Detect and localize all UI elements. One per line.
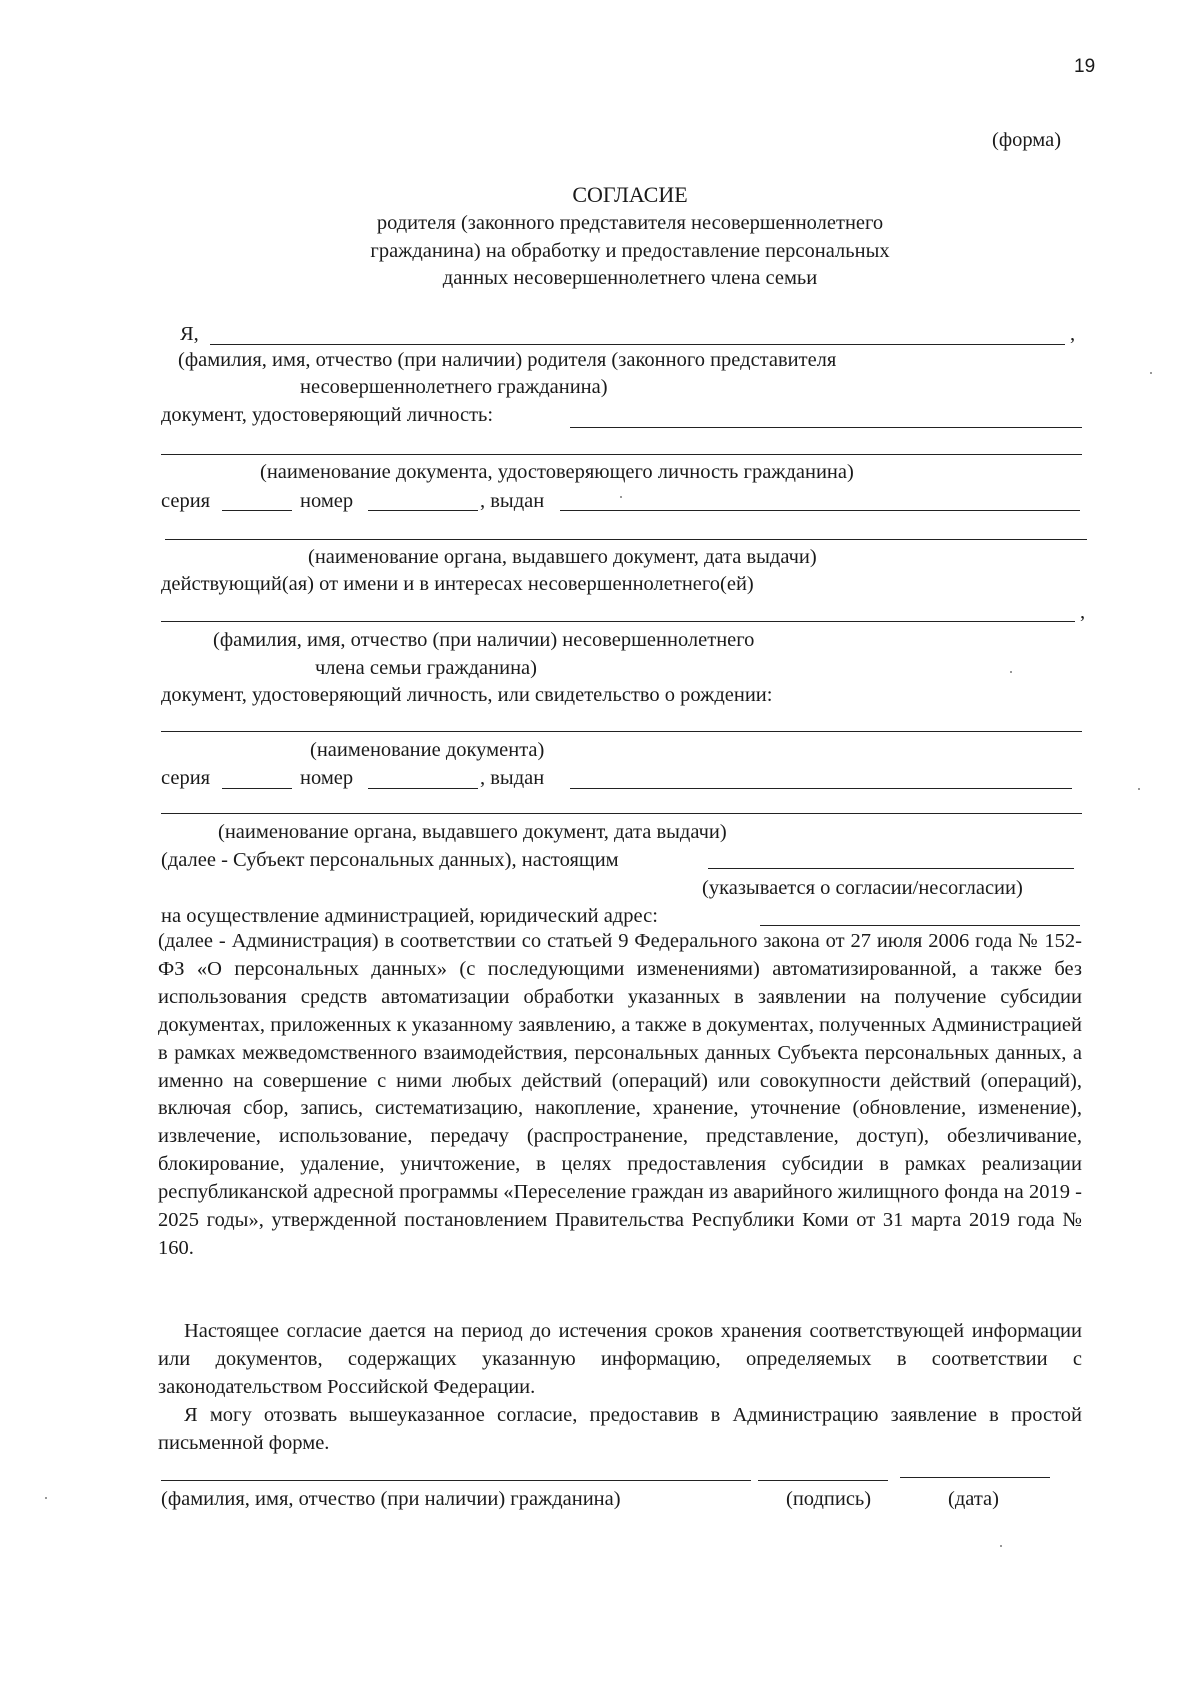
parent-name-field[interactable] (210, 344, 1065, 345)
child-number-field[interactable] (368, 788, 478, 789)
child-doc-label: документ, удостоверяющий личность, или свидетельство о рождении: (161, 684, 773, 706)
child-name-field[interactable] (161, 621, 1075, 622)
id-doc-field-2[interactable] (161, 454, 1082, 455)
date-field[interactable] (900, 1477, 1050, 1478)
series-label: серия (161, 490, 211, 512)
citizen-name-caption: (фамилия, имя, отчество (при наличии) гражданина) (161, 1488, 621, 1510)
scan-speck (620, 496, 622, 498)
number-field[interactable] (368, 510, 478, 511)
number-label: номер (300, 490, 354, 512)
admin-address-field[interactable] (760, 925, 1080, 926)
child-issued-field[interactable] (570, 788, 1072, 789)
subtitle-line-3: данных несовершеннолетнего члена семьи (442, 267, 818, 289)
term-paragraph: Настоящее согласие дается на период до истечения сроков хранения соответствующей информации или документов, содержащих указанную информацию, определяемых в соответствии с законодательством Российской Федерации. (158, 1320, 1082, 1398)
series-field[interactable] (222, 510, 292, 511)
scan-speck (1150, 372, 1152, 374)
child-issuer-field[interactable] (161, 813, 1082, 814)
child-doc-field[interactable] (161, 731, 1082, 732)
form-label: (форма) (992, 129, 1062, 151)
parent-name-caption-1: (фамилия, имя, отчество (при наличии) родителя (законного представителя (178, 349, 837, 371)
signature-field[interactable] (758, 1480, 888, 1481)
consent-field[interactable] (708, 868, 1074, 869)
child-issuer-caption: (наименование органа, выдавшего документ, дата выдачи) (218, 821, 727, 843)
child-number-label: номер (300, 767, 354, 789)
child-name-caption-2: члена семьи гражданина) (315, 657, 537, 679)
revoke-paragraph: Я могу отозвать вышеуказанное согласие, предоставив в Администрацию заявление в простой письменной форме. (158, 1404, 1082, 1454)
scan-speck (45, 1497, 47, 1499)
admin-address-label: на осуществление администрацией, юридический адрес: (161, 905, 658, 927)
parent-name-caption-2: несовершеннолетнего гражданина) (300, 376, 608, 398)
document-title: СОГЛАСИЕ (572, 182, 688, 207)
scan-speck (1010, 671, 1012, 673)
ya-label: Я, (180, 323, 199, 345)
id-doc-label: документ, удостоверяющий личность: (161, 404, 494, 426)
signature-caption: (подпись) (786, 1488, 872, 1510)
id-doc-caption: (наименование документа, удостоверяющего личность гражданина) (260, 461, 854, 483)
child-issued-label: , выдан (480, 767, 545, 789)
acting-label: действующий(ая) от имени и в интересах несовершеннолетнего(ей) (161, 573, 754, 595)
scan-speck (1000, 1545, 1002, 1547)
issued-label: , выдан (480, 490, 545, 512)
child-series-field[interactable] (222, 788, 292, 789)
subtitle-line-2: гражданина) на обработку и предоставление персональных (370, 240, 890, 262)
comma: , (1070, 323, 1076, 345)
citizen-name-field[interactable] (161, 1480, 751, 1481)
issued-field[interactable] (560, 510, 1080, 511)
child-series-label: серия (161, 767, 211, 789)
page-number: 19 (1074, 56, 1096, 77)
id-doc-field-1[interactable] (570, 427, 1082, 428)
date-caption: (дата) (948, 1488, 999, 1510)
consent-caption: (указывается о согласии/несогласии) (702, 877, 1023, 899)
issuer-field[interactable] (165, 539, 1087, 540)
comma-2: , (1080, 601, 1086, 623)
subject-label: (далее - Субъект персональных данных), настоящим (161, 849, 619, 871)
body-paragraph: (далее - Администрация) в соответствии со статьей 9 Федерального закона от 27 июля 2006 года № 152-ФЗ «О персональных данных» (с последующими изменениями) автоматизированной, а также без использования средств автоматизации обработки указанных в заявлении на получение субсидии документах, приложенных к указанному заявлению, а также в документах, полученных Администрацией в рамках межведомственного взаимодействия, персональных данных Субъекта персональных данных, а именно на совершение с ними любых действий (операций) или совокупности действий (операций), включая сбор, запись, систематизацию, накопление, хранение, уточнение (обновление, изменение), извлечение, использование, передачу (распространение, представление, доступ), обезличивание, блокирование, удаление, уничтожение, в целях предоставления субсидии в рамках реализации республиканской адресной программы «Переселение граждан из аварийного жилищного фонда на 2019 - 2025 годы», утвержденной постановлением Правительства Республики Коми от 31 марта 2019 года № 160. (158, 930, 1082, 1259)
child-name-caption-1: (фамилия, имя, отчество (при наличии) несовершеннолетнего (213, 629, 755, 651)
child-doc-caption: (наименование документа) (310, 739, 545, 761)
scan-speck (1138, 788, 1140, 790)
issuer-caption: (наименование органа, выдавшего документ, дата выдачи) (308, 546, 817, 568)
subtitle-line-1: родителя (законного представителя несовершеннолетнего (376, 212, 884, 234)
